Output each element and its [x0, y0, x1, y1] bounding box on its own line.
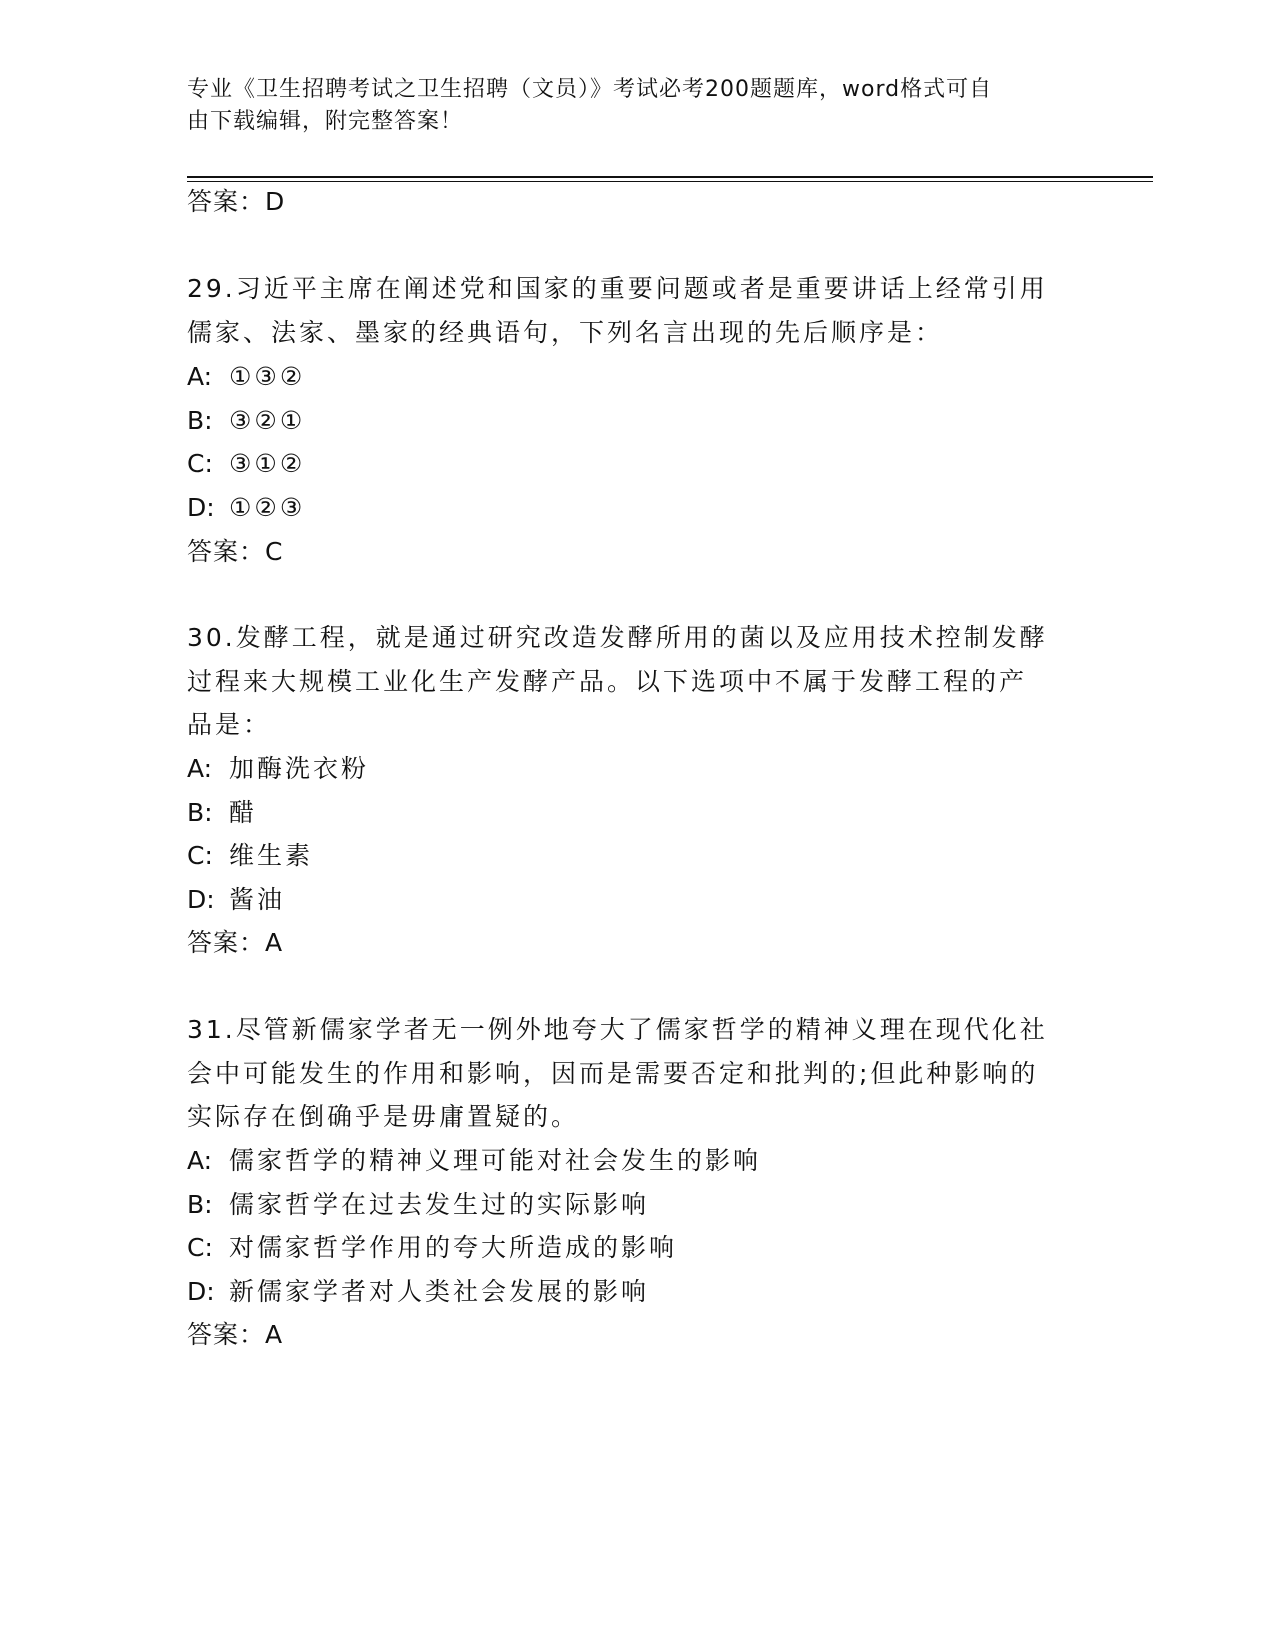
option-text: 酱油	[229, 885, 286, 914]
option-letter: D:	[187, 1277, 215, 1306]
header-line-2: 由下载编辑，附完整答案！	[187, 109, 464, 134]
option-text: 儒家哲学的精神义理可能对社会发生的影响	[229, 1146, 762, 1175]
option-text: 维生素	[229, 841, 314, 870]
question-30-line-3: 品是：	[187, 710, 272, 739]
header-line-1: 专业《卫生招聘考试之卫生招聘（文员）》考试必考200题题库，word格式可自	[187, 77, 993, 102]
question-30-option-a	[187, 753, 369, 785]
header-divider-thin	[187, 181, 1153, 182]
question-30-option-c	[187, 840, 313, 872]
option-letter: A:	[187, 1146, 213, 1175]
option-text: ③②①	[229, 406, 306, 435]
option-letter: D:	[187, 885, 215, 914]
question-29-line-2: 儒家、法家、墨家的经典语句，下列名言出现的先后顺序是：	[187, 318, 944, 347]
option-text: 对儒家哲学作用的夸大所造成的影响	[229, 1233, 678, 1262]
option-letter: A:	[187, 362, 213, 391]
option-letter: B:	[187, 406, 213, 435]
option-text: 醋	[229, 798, 258, 827]
question-31-option-c	[187, 1232, 677, 1264]
previous-answer: 答案：D	[187, 187, 286, 216]
question-30-answer: 答案：A	[187, 928, 284, 957]
document-header	[187, 74, 1067, 138]
question-31-option-d	[187, 1276, 649, 1308]
option-letter: C:	[187, 841, 213, 870]
question-30-option-b	[187, 797, 257, 829]
question-30-line-1: 30.发酵工程，就是通过研究改造发酵所用的菌以及应用技术控制发酵	[187, 623, 1048, 652]
option-text: ③①②	[229, 449, 306, 478]
question-29-option-b	[187, 405, 305, 437]
option-letter: B:	[187, 1190, 213, 1219]
question-31-option-a	[187, 1145, 761, 1177]
question-29-option-a	[187, 361, 305, 393]
header-divider-thick	[187, 176, 1153, 178]
option-text: ①③②	[229, 362, 306, 391]
question-30-line-2: 过程来大规模工业化生产发酵产品。以下选项中不属于发酵工程的产	[187, 667, 1028, 696]
question-31-line-3: 实际存在倒确乎是毋庸置疑的。	[187, 1102, 580, 1131]
option-letter: B:	[187, 798, 213, 827]
option-text: 加酶洗衣粉	[229, 754, 370, 783]
option-text: ①②③	[229, 493, 306, 522]
option-letter: A:	[187, 754, 213, 783]
question-29-option-c	[187, 448, 305, 480]
question-31-answer: 答案：A	[187, 1320, 284, 1349]
option-letter: C:	[187, 449, 213, 478]
question-29-option-d	[187, 492, 305, 524]
question-30-option-d	[187, 884, 285, 916]
question-31-option-b	[187, 1189, 649, 1221]
option-letter: D:	[187, 493, 215, 522]
option-text: 儒家哲学在过去发生过的实际影响	[229, 1190, 650, 1219]
question-29-answer: 答案：C	[187, 537, 284, 566]
question-29-line-1: 29.习近平主席在阐述党和国家的重要问题或者是重要讲话上经常引用	[187, 274, 1048, 303]
option-letter: C:	[187, 1233, 213, 1262]
question-31-line-1: 31.尽管新儒家学者无一例外地夸大了儒家哲学的精神义理在现代化社	[187, 1015, 1048, 1044]
question-31-line-2: 会中可能发生的作用和影响，因而是需要否定和批判的;但此种影响的	[187, 1059, 1039, 1088]
option-text: 新儒家学者对人类社会发展的影响	[229, 1277, 650, 1306]
